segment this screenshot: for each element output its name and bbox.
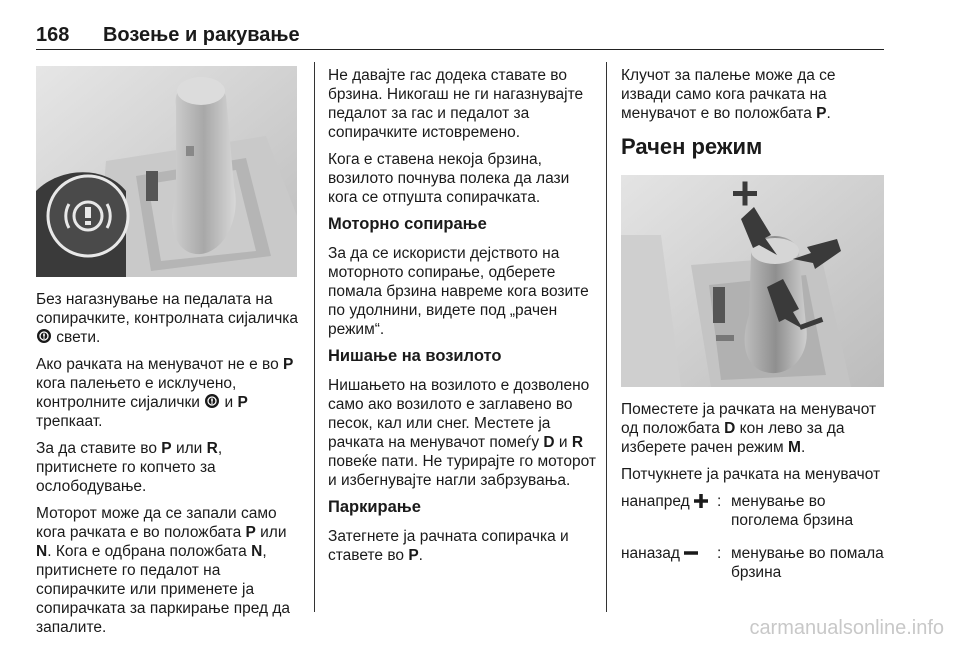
header-rule bbox=[36, 49, 884, 50]
paragraph: За да се искористи дејството на моторното сопирање, одберете помала брзина навреме кога возите по удолнини, видете под „рачен режим“. bbox=[328, 245, 589, 338]
definition-row-forward bbox=[621, 492, 887, 530]
section-heading-rocking: Нишање на возилото bbox=[328, 347, 502, 365]
manual-mode-photo bbox=[621, 175, 884, 387]
brake-warning-icon bbox=[36, 328, 52, 344]
column-3-lower bbox=[621, 400, 887, 588]
section-heading-parking: Паркирање bbox=[328, 498, 421, 516]
section-heading-engine-braking: Моторно сопирање bbox=[328, 215, 487, 233]
paragraph: Ако рачката на менувачот не е во P кога палењето е исклучено, контролните сијалички и P трепкаат. bbox=[36, 356, 294, 430]
definition-row-backward bbox=[621, 544, 887, 582]
paragraph: Нишањето на возилото е дозволено само ако возилото е заглавено во песок, кал или снег. Местете ја рачката на менувачот помеѓу D и R повеќе пати. Не турирајте го моторот и избегнувајте нагли забрзувања. bbox=[328, 377, 596, 489]
paragraph: Без нагазнување на педалата на сопирачките, контролната сијаличка свети. bbox=[36, 291, 299, 346]
column-divider-2 bbox=[606, 62, 607, 612]
column-1 bbox=[36, 290, 302, 645]
page-number: 168 bbox=[36, 24, 70, 46]
minus-icon bbox=[684, 546, 698, 560]
page-header bbox=[36, 24, 300, 47]
paragraph: Поместете ја рачката на менувачот од положбата D кон лево за да изберете рачен режим M. bbox=[621, 401, 877, 456]
definition-term: нанапред bbox=[621, 493, 690, 510]
paragraph: Не давајте гас додека ставате во брзина. Никогаш не ги нагазнувајте педалот за гас и педалот за сопирачките истовремено. bbox=[328, 67, 584, 141]
paragraph: За да ставите во P или R, притиснете го копчето за ослободување. bbox=[36, 440, 223, 495]
paragraph: Кога е ставена некоја брзина, возилото почнува полека да лази кога се отпушта сопирачката. bbox=[328, 151, 570, 206]
gear-lever-photo bbox=[36, 66, 297, 277]
section-heading-manual-mode: Рачен режим bbox=[621, 134, 763, 159]
column-divider-1 bbox=[314, 62, 315, 612]
definition-description: менување во поголема брзина bbox=[731, 493, 854, 529]
paragraph: Моторот може да се запали само кога рачката е во положбата P или N. Кога е одбрана положбата N, притиснете го педалот на сопирачките или применете ја сопирачката за паркирање пред да запалите. bbox=[36, 505, 291, 636]
definition-term: наназад bbox=[621, 545, 680, 562]
definition-description: менување во помала брзина bbox=[731, 545, 884, 581]
page-title: Возење и ракување bbox=[102, 24, 300, 46]
watermark: carmanualsonline.info bbox=[749, 617, 944, 639]
paragraph: Потчукнете ја рачката на менувачот bbox=[621, 466, 881, 483]
definition-separator: : bbox=[717, 545, 722, 562]
column-2 bbox=[328, 66, 596, 573]
paragraph: Затегнете ја рачната сопирачка и ставете во P. bbox=[328, 528, 569, 564]
paragraph: Клучот за палење може да се извади само кога рачката на менувачот е во положбата P. bbox=[621, 67, 836, 122]
definition-separator: : bbox=[717, 493, 722, 510]
plus-icon bbox=[694, 494, 708, 508]
brake-warning-icon bbox=[204, 393, 220, 409]
column-3 bbox=[621, 66, 887, 176]
